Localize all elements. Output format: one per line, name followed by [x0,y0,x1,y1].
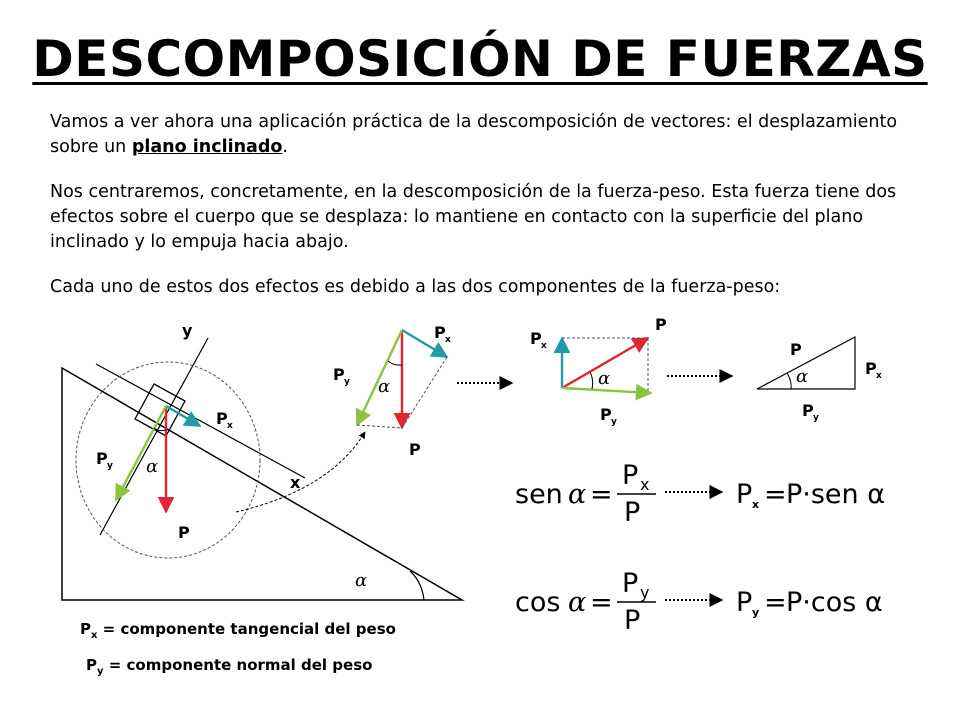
y-axis [100,338,208,535]
plane-angle-arc [410,571,424,600]
d4-px-letter: P [865,359,877,378]
sen-angle: α [568,479,587,510]
d2-py-letter: P [333,365,345,384]
cos-num: P [622,568,639,599]
px-label-main [216,409,233,431]
d3-py-letter: P [600,405,612,424]
sen-res-sub: x [752,498,760,511]
d2-px-sub: x [445,335,451,345]
d3-p-label: P [655,315,667,334]
px-label-sub: x [227,421,233,431]
components-paragraph: Cada uno de estos dos efectos es debido a las dos componentes de la fuerza-peso: [50,277,781,297]
d4-angle-label: α [796,366,809,387]
page-title: DESCOMPOSICIÓN DE FUERZAS [32,30,928,88]
py-label-letter: P [96,449,108,468]
x-axis [96,364,305,478]
y-axis-label: y [182,321,193,340]
d4-px-sub: x [876,371,882,381]
d2-angle-label: α [378,376,391,397]
sen-res-expr: P·sen α [786,479,886,510]
sliding-block [135,384,185,436]
d3-py-sub: y [611,417,617,427]
d2-py-sub: y [344,377,350,387]
d4-py-letter: P [802,401,814,420]
sen-res-main: P [736,479,753,510]
py-label-sub: y [107,461,113,471]
d4-py-sub: y [813,413,819,423]
d3-angle-arc [590,372,593,389]
cos-res-main: P [736,587,753,618]
sen-num: P [622,460,639,491]
cos-num-sub: y [640,583,650,602]
weight-paragraph: Nos centraremos, concretamente, en la descomposición de la fuerza-peso. Esta fuerza tiene dos efectos sobre el cuerpo que se desplaza: lo mantiene en contacto con la superficie del plano inclinado y lo empuja hacia abajo. [50,182,897,252]
vector-angle-label: α [146,456,159,477]
py-label-main [96,449,113,471]
x-axis-label: x [290,473,301,492]
tangential-vector [166,406,200,426]
cos-res-expr: P·cos α [786,587,883,618]
sen-res-eq: = [764,479,787,510]
cos-func: cos [515,587,561,618]
cos-angle: α [568,587,587,618]
intro-paragraph: Vamos a ver ahora una aplicación práctica de la descomposición de vectores: el desplazamiento sobre un plano inclinado. [50,112,898,157]
d2-px-letter: P [434,323,446,342]
d3-px-sub: x [541,341,547,351]
p-label-main: P [178,523,190,542]
cos-den: P [624,605,641,636]
d2-angle-arc [388,361,402,365]
sen-result [736,479,885,511]
d3-px-letter: P [530,329,542,348]
transfer-arrow [236,432,365,512]
cos-res-eq: = [764,587,787,618]
sen-den: P [624,497,641,528]
d2-p-label: P [409,440,421,459]
plano-inclinado-link[interactable]: plano inclinado [131,137,283,157]
d2-dashed-1 [402,357,447,428]
legend-px: $P_x$ = componente tangencial del peso [80,620,396,641]
sen-func: sen [515,479,563,510]
sen-eq: = [590,479,613,510]
d2-dashed-2 [357,425,402,428]
plane-angle-label: α [355,570,368,591]
normal-vector [116,406,166,500]
sen-formula [515,460,656,528]
d4-angle-arc [787,373,791,389]
cos-res-sub: y [752,606,760,619]
cos-formula [515,568,656,636]
sen-num-sub: x [640,475,650,494]
d3-angle-label: α [598,368,611,389]
d4-p-label: P [790,340,802,359]
cos-eq: = [590,587,613,618]
cos-result [736,587,883,619]
px-label-letter: P [216,409,228,428]
legend-py: $P_y$ = componente normal del peso [86,656,373,677]
